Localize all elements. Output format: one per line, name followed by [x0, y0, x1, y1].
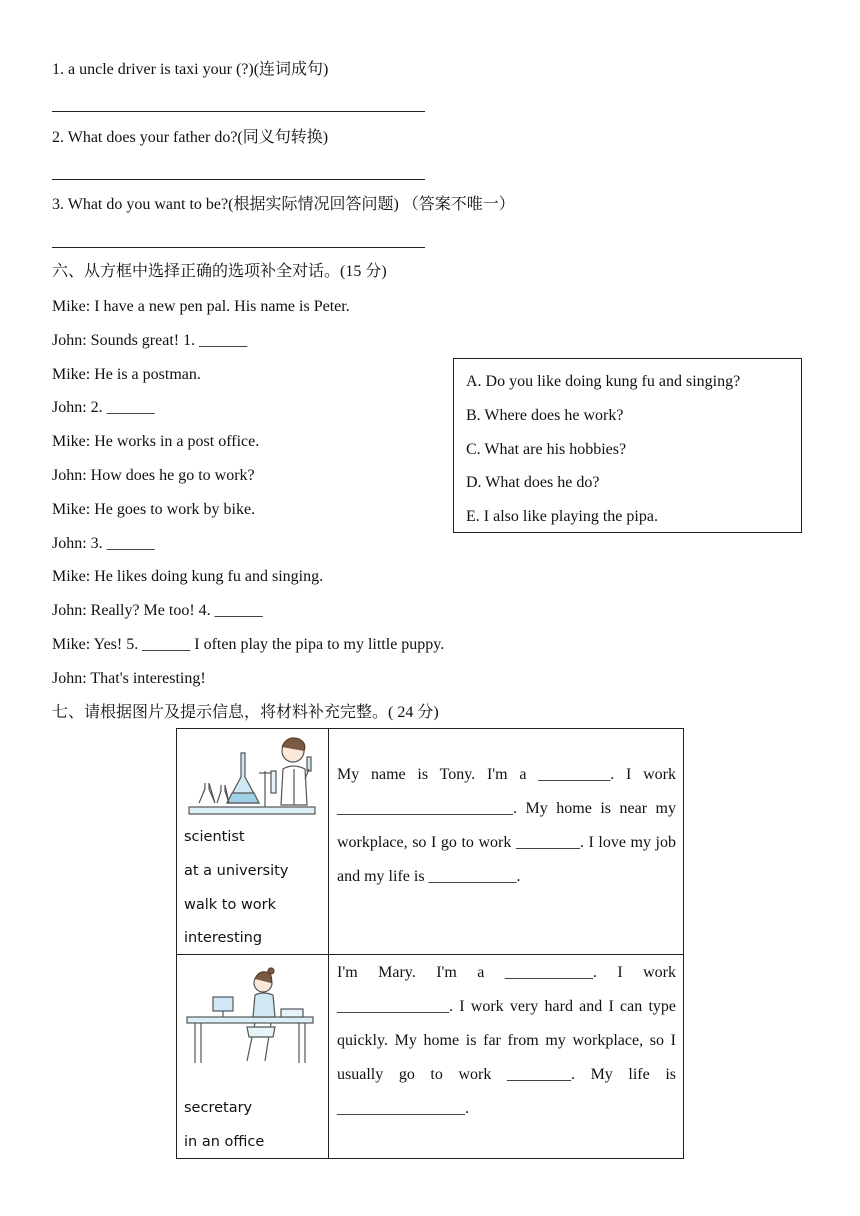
dialogue-line: Mike: He goes to work by bike.: [52, 501, 256, 518]
option-c: C. What are his hobbies?: [466, 441, 627, 458]
cue-text: in an office: [184, 1134, 265, 1150]
dialogue-line: Mike: He likes doing kung fu and singing.: [52, 568, 324, 585]
option-d: D. What does he do?: [466, 474, 600, 491]
secretary-illustration: [185, 967, 317, 1067]
table-divider: [177, 954, 683, 955]
cue-text: secretary: [184, 1100, 253, 1116]
cue-text: interesting: [184, 930, 263, 946]
dialogue-line: John: 2. ______: [52, 399, 155, 416]
dialogue-line: John: Sounds great! 1. ______: [52, 332, 248, 349]
dialogue-line: John: How does he go to work?: [52, 467, 255, 484]
dialogue-line: John: 3. ______: [52, 535, 155, 552]
dialogue-line: Mike: Yes! 5. ______ I often play the pipa to my little puppy.: [52, 636, 445, 653]
dialogue-line: Mike: I have a new pen pal. His name is Peter.: [52, 298, 350, 315]
section-7-heading: 七、请根据图片及提示信息，将材料补充完整。( 24 分): [52, 704, 439, 721]
dialogue-line: John: Really? Me too! 4. ______: [52, 602, 263, 619]
passage-mary: I'm Mary. I'm a ___________. I work ______________. I work very hard and I can type quickly. My home is far from my workplace, so I usually go to work ________. My life is ________________.: [337, 964, 676, 1117]
cue-text: at a university: [184, 863, 289, 879]
question-1: 1. a uncle driver is taxi your (?)(连词成句): [52, 61, 329, 78]
option-b: B. Where does he work?: [466, 407, 624, 424]
passage-tony: My name is Tony. I'm a _________. I work ______________________. My home is near my workplace, so I go to work ________. I love my job and my life is ___________.: [337, 766, 676, 885]
dialogue-line: Mike: He is a postman.: [52, 366, 201, 383]
cue-text: walk to work: [184, 897, 277, 913]
cue-text: scientist: [184, 829, 245, 845]
answer-line-3: [52, 247, 425, 248]
dialogue-line: John: That's interesting!: [52, 670, 206, 687]
dialogue-line: Mike: He works in a post office.: [52, 433, 260, 450]
option-e: E. I also like playing the pipa.: [466, 508, 658, 525]
scientist-illustration: [187, 733, 319, 823]
answer-line-1: [52, 111, 425, 112]
section-6-heading: 六、从方框中选择正确的选项补全对话。(15 分): [52, 263, 387, 280]
option-a: A. Do you like doing kung fu and singing?: [466, 373, 741, 390]
table-divider: [328, 729, 329, 1158]
answer-line-2: [52, 179, 425, 180]
question-2: 2. What does your father do?(同义句转换): [52, 129, 329, 146]
question-3: 3. What do you want to be?(根据实际情况回答问题) （答案不唯一）: [52, 196, 515, 213]
options-box: [453, 358, 802, 533]
writing-table: [176, 728, 684, 1159]
